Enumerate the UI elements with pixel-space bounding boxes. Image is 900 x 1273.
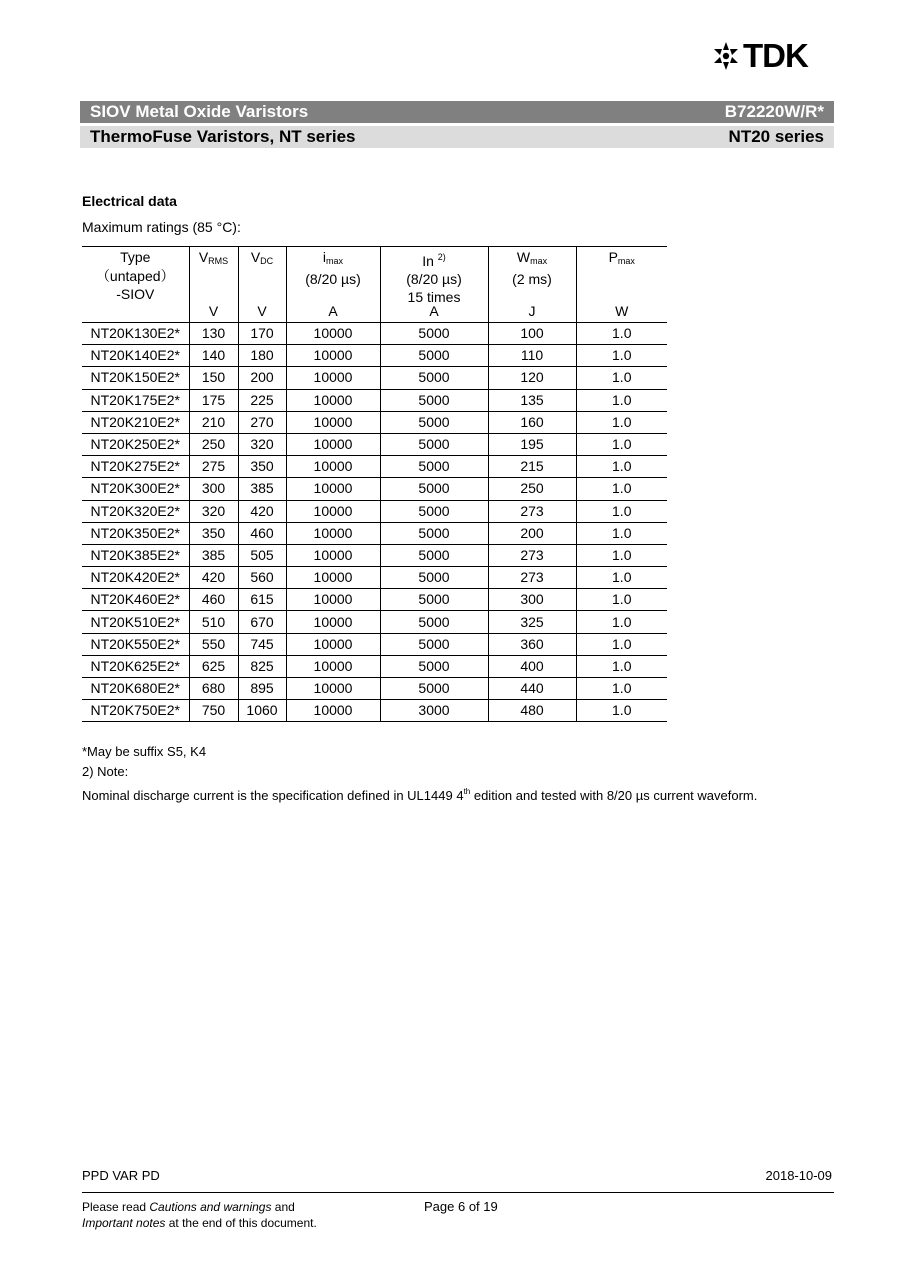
- table-cell: 440: [488, 678, 576, 700]
- table-cell: 1.0: [576, 700, 667, 722]
- table-cell: 505: [238, 544, 286, 566]
- table-row: [82, 345, 667, 367]
- notes: [82, 742, 757, 806]
- table-cell: 5000: [380, 589, 488, 611]
- table-cell: 895: [238, 678, 286, 700]
- table-cell: NT20K210E2*: [82, 411, 189, 433]
- header-type-line1: Type: [120, 249, 151, 265]
- important-notes-text: Important notes: [82, 1216, 166, 1230]
- table-cell: 325: [488, 611, 576, 633]
- table-cell: 615: [238, 589, 286, 611]
- header-type-line3: -SIOV: [116, 286, 155, 302]
- table-cell: 680: [189, 678, 238, 700]
- table-cell: 225: [238, 389, 286, 411]
- header-wmax-unit: J: [528, 303, 536, 319]
- table-cell: 195: [488, 433, 576, 455]
- header-in-unit: A: [429, 303, 439, 319]
- table-cell: NT20K275E2*: [82, 456, 189, 478]
- table-cell: 10000: [286, 655, 380, 677]
- table-row: [82, 367, 667, 389]
- table-cell: 480: [488, 700, 576, 722]
- table-cell: NT20K460E2*: [82, 589, 189, 611]
- table-cell: 460: [238, 522, 286, 544]
- table-cell: 745: [238, 633, 286, 655]
- header-imax-unit: A: [328, 303, 338, 319]
- table-row: [82, 589, 667, 611]
- table-cell: 5000: [380, 567, 488, 589]
- table-cell: 215: [488, 456, 576, 478]
- table-cell: 10000: [286, 611, 380, 633]
- header-pmax: [576, 247, 667, 323]
- table-cell: NT20K625E2*: [82, 655, 189, 677]
- table-cell: 5000: [380, 655, 488, 677]
- table-row: [82, 611, 667, 633]
- header-vdc-unit: V: [257, 303, 267, 319]
- table-cell: 250: [488, 478, 576, 500]
- table-cell: NT20K175E2*: [82, 389, 189, 411]
- table-cell: 1.0: [576, 456, 667, 478]
- header-imax-main: i: [322, 249, 327, 265]
- table-cell: 1.0: [576, 500, 667, 522]
- footer-department: PPD VAR PD: [82, 1168, 160, 1183]
- header-in: [380, 247, 488, 323]
- footer-date: 2018-10-09: [765, 1168, 832, 1183]
- table-cell: NT20K385E2*: [82, 544, 189, 566]
- table-cell: NT20K510E2*: [82, 611, 189, 633]
- table-row: [82, 456, 667, 478]
- header-in-main: In: [422, 253, 434, 269]
- table-cell: 1060: [238, 700, 286, 722]
- ratings-table: [82, 246, 667, 722]
- table-cell: 625: [189, 655, 238, 677]
- table-cell: 10000: [286, 500, 380, 522]
- table-cell: 120: [488, 367, 576, 389]
- table-row: [82, 655, 667, 677]
- table-cell: NT20K680E2*: [82, 678, 189, 700]
- table-cell: 5000: [380, 367, 488, 389]
- table-cell: 210: [189, 411, 238, 433]
- table-cell: 300: [189, 478, 238, 500]
- header-in-sup: 2): [437, 252, 446, 262]
- header-bar-series: [80, 126, 834, 148]
- header-wmax-main: W: [516, 249, 531, 265]
- table-cell: 175: [189, 389, 238, 411]
- table-cell: 5000: [380, 544, 488, 566]
- table-cell: 110: [488, 345, 576, 367]
- footer-divider: [82, 1192, 834, 1193]
- table-row: [82, 389, 667, 411]
- section-title: Electrical data: [82, 193, 177, 209]
- footer-disclaimer: [82, 1199, 317, 1231]
- header-imax: [286, 247, 380, 323]
- table-cell: 135: [488, 389, 576, 411]
- table-cell: 1.0: [576, 345, 667, 367]
- header-bar-product: [80, 101, 834, 123]
- table-cell: 1.0: [576, 522, 667, 544]
- table-cell: NT20K350E2*: [82, 522, 189, 544]
- series-name: NT20 series: [728, 127, 824, 146]
- header-imax-extra: (8/20 µs): [305, 271, 361, 287]
- table-row: [82, 478, 667, 500]
- table-cell: 10000: [286, 678, 380, 700]
- tdk-logo: [712, 37, 836, 74]
- table-cell: 140: [189, 345, 238, 367]
- header-wmax-extra: (2 ms): [512, 271, 552, 287]
- table-cell: 273: [488, 544, 576, 566]
- table-cell: 350: [238, 456, 286, 478]
- ratings-table-body: [82, 323, 667, 722]
- table-cell: 300: [488, 589, 576, 611]
- table-cell: 1.0: [576, 323, 667, 345]
- table-row: [82, 700, 667, 722]
- table-cell: 420: [238, 500, 286, 522]
- table-cell: 170: [238, 323, 286, 345]
- table-cell: 385: [238, 478, 286, 500]
- note-nominal-text: Nominal discharge current is the specification defined in UL1449 4: [82, 788, 464, 803]
- table-cell: 5000: [380, 433, 488, 455]
- table-cell: 100: [488, 323, 576, 345]
- table-cell: 200: [238, 367, 286, 389]
- table-cell: 5000: [380, 478, 488, 500]
- header-pmax-sub: max: [617, 256, 635, 266]
- table-cell: 150: [189, 367, 238, 389]
- table-cell: 825: [238, 655, 286, 677]
- table-row: [82, 567, 667, 589]
- logo-text: TDK: [743, 37, 808, 74]
- table-cell: 10000: [286, 589, 380, 611]
- table-cell: 10000: [286, 456, 380, 478]
- table-row: [82, 433, 667, 455]
- header-in-extra2: 15 times: [407, 289, 461, 305]
- header-vrms-sub: RMS: [208, 256, 229, 266]
- table-cell: 1.0: [576, 411, 667, 433]
- note-nominal: [82, 782, 757, 806]
- table-cell: 1.0: [576, 478, 667, 500]
- table-cell: 10000: [286, 633, 380, 655]
- table-cell: 5000: [380, 456, 488, 478]
- table-row: [82, 323, 667, 345]
- part-number: B72220W/R*: [724, 102, 824, 121]
- header-in-extra: (8/20 µs): [406, 271, 462, 287]
- table-cell: 5000: [380, 323, 488, 345]
- table-cell: 10000: [286, 544, 380, 566]
- table-cell: NT20K300E2*: [82, 478, 189, 500]
- table-cell: 10000: [286, 367, 380, 389]
- disclaimer-end: at the end of this document.: [165, 1216, 317, 1230]
- table-cell: 10000: [286, 700, 380, 722]
- table-cell: NT20K550E2*: [82, 633, 189, 655]
- table-cell: 460: [189, 589, 238, 611]
- table-cell: 1.0: [576, 678, 667, 700]
- table-cell: 560: [238, 567, 286, 589]
- table-cell: 10000: [286, 345, 380, 367]
- note-suffix: *May be suffix S5, K4: [82, 744, 207, 759]
- table-cell: 10000: [286, 323, 380, 345]
- header-vdc-sub: DC: [260, 256, 274, 266]
- table-row: [82, 544, 667, 566]
- note-nominal-text-end: edition and tested with 8/20 µs current waveform.: [470, 788, 758, 803]
- table-cell: 385: [189, 544, 238, 566]
- table-cell: 5000: [380, 411, 488, 433]
- table-cell: 360: [488, 633, 576, 655]
- table-cell: 1.0: [576, 633, 667, 655]
- table-cell: 1.0: [576, 655, 667, 677]
- table-cell: 420: [189, 567, 238, 589]
- table-cell: 1.0: [576, 567, 667, 589]
- table-cell: 200: [488, 522, 576, 544]
- table-cell: NT20K420E2*: [82, 567, 189, 589]
- header-vrms-main: V: [198, 249, 209, 265]
- table-cell: 1.0: [576, 433, 667, 455]
- table-cell: 400: [488, 655, 576, 677]
- header-vrms-unit: V: [208, 303, 219, 319]
- table-cell: NT20K150E2*: [82, 367, 189, 389]
- header-type: [82, 247, 189, 323]
- table-header-row: [82, 247, 667, 323]
- table-row: [82, 678, 667, 700]
- table-cell: 5000: [380, 611, 488, 633]
- header-type-line2: （untaped）: [95, 267, 175, 284]
- table-row: [82, 411, 667, 433]
- table-cell: NT20K130E2*: [82, 323, 189, 345]
- table-cell: 510: [189, 611, 238, 633]
- document-title: SIOV Metal Oxide Varistors: [90, 102, 309, 121]
- table-cell: 1.0: [576, 589, 667, 611]
- header-pmax-main: P: [608, 249, 618, 265]
- table-row: [82, 522, 667, 544]
- table-cell: NT20K320E2*: [82, 500, 189, 522]
- cautions-link-text: Cautions and warnings: [149, 1200, 272, 1214]
- table-cell: 1.0: [576, 544, 667, 566]
- table-row: [82, 633, 667, 655]
- header-vdc: [238, 247, 286, 323]
- table-cell: 3000: [380, 700, 488, 722]
- table-cell: 250: [189, 433, 238, 455]
- page-number: Page 6 of 19: [424, 1199, 498, 1214]
- table-cell: 10000: [286, 411, 380, 433]
- table-cell: NT20K250E2*: [82, 433, 189, 455]
- disclaimer-text: Please read: [82, 1200, 150, 1214]
- table-cell: 10000: [286, 522, 380, 544]
- table-cell: 5000: [380, 678, 488, 700]
- header-wmax-sub: max: [530, 256, 548, 266]
- table-cell: 320: [238, 433, 286, 455]
- table-cell: 10000: [286, 433, 380, 455]
- disclaimer-and: and: [271, 1200, 295, 1214]
- table-cell: 350: [189, 522, 238, 544]
- table-cell: 160: [488, 411, 576, 433]
- table-cell: 273: [488, 567, 576, 589]
- table-cell: 670: [238, 611, 286, 633]
- header-vdc-main: V: [250, 249, 261, 265]
- note-label: 2) Note:: [82, 764, 129, 779]
- table-cell: 550: [189, 633, 238, 655]
- header-wmax: [488, 247, 576, 323]
- table-cell: 10000: [286, 567, 380, 589]
- note-nominal-sup: th: [463, 787, 471, 796]
- table-cell: 275: [189, 456, 238, 478]
- table-cell: 180: [238, 345, 286, 367]
- table-cell: 130: [189, 323, 238, 345]
- table-cell: 320: [189, 500, 238, 522]
- table-cell: 270: [238, 411, 286, 433]
- tdk-logo-icon: [712, 41, 740, 71]
- header-pmax-unit: W: [615, 303, 629, 319]
- table-cell: 5000: [380, 522, 488, 544]
- section-subtitle: Maximum ratings (85 °C):: [82, 219, 241, 235]
- table-cell: NT20K140E2*: [82, 345, 189, 367]
- table-row: [82, 500, 667, 522]
- table-cell: NT20K750E2*: [82, 700, 189, 722]
- table-cell: 750: [189, 700, 238, 722]
- table-cell: 10000: [286, 478, 380, 500]
- table-cell: 1.0: [576, 611, 667, 633]
- header-vrms: [189, 247, 238, 323]
- table-cell: 1.0: [576, 389, 667, 411]
- document-subtitle: ThermoFuse Varistors, NT series: [90, 127, 356, 146]
- header-imax-sub: max: [326, 256, 344, 266]
- table-cell: 5000: [380, 633, 488, 655]
- table-cell: 5000: [380, 389, 488, 411]
- table-cell: 1.0: [576, 367, 667, 389]
- table-cell: 5000: [380, 500, 488, 522]
- table-cell: 10000: [286, 389, 380, 411]
- table-cell: 5000: [380, 345, 488, 367]
- table-cell: 273: [488, 500, 576, 522]
